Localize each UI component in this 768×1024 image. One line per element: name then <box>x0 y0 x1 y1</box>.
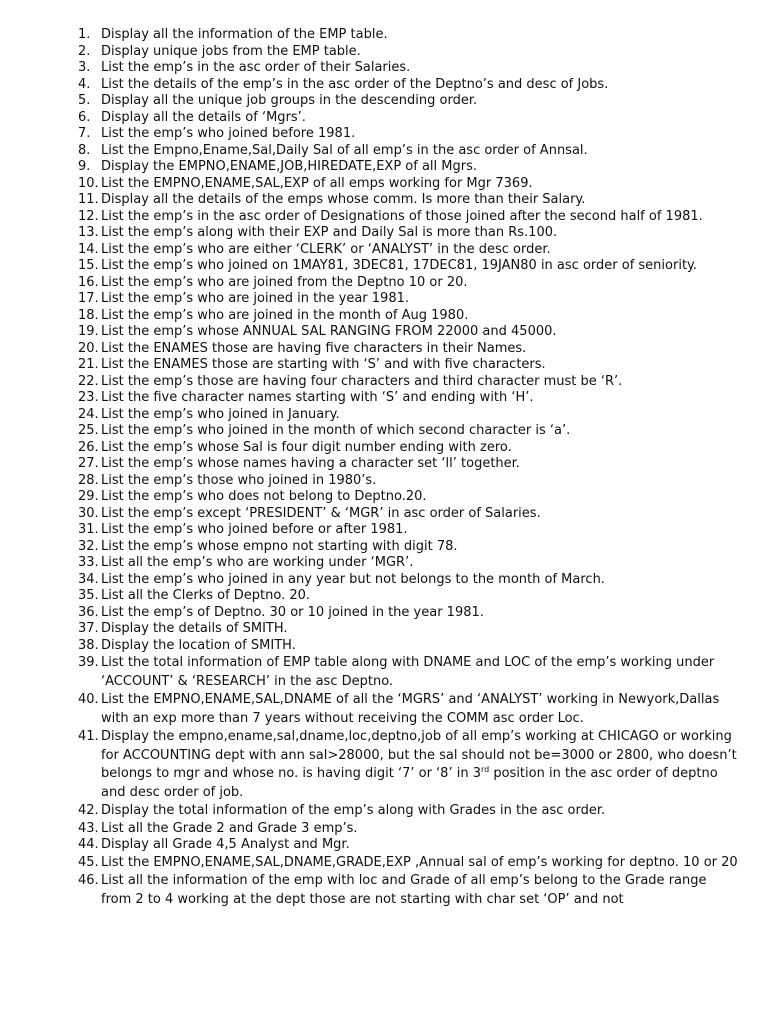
item-text: List all the information of the emp with loc and Grade of all emp’s belong to the Grade range from 2 to 4 working at the dept those are not starting with char set ‘OP’ and not <box>101 873 707 907</box>
list-item <box>78 390 738 407</box>
item-number: 36. <box>78 604 99 620</box>
item-text: Display all the unique job groups in the descending order. <box>101 93 478 108</box>
list-item <box>78 605 738 622</box>
item-text: List all the emp’s who are working under ‘MGR’. <box>101 555 414 570</box>
item-text: List the emp’s whose empno not starting with digit 78. <box>101 538 458 554</box>
item-number: 40. <box>78 692 99 707</box>
item-text: List the emp’s who does not belong to Deptno.20. <box>101 489 427 504</box>
item-text: List the emp’s those are having four characters and third character must be ‘R’. <box>101 373 623 389</box>
list-item <box>78 258 738 275</box>
item-number: 32. <box>78 538 99 554</box>
list-item <box>78 654 738 691</box>
item-text: Display the EMPNO,ENAME,JOB,HIREDATE,EXP of all Mgrs. <box>101 159 477 174</box>
item-text: List the emp’s except ‘PRESIDENT’ & ‘MGR’ in asc order of Salaries. <box>101 505 541 521</box>
item-number: 43. <box>78 820 99 836</box>
list-item <box>78 176 738 193</box>
item-text: List all the Grade 2 and Grade 3 emp’s. <box>101 820 358 836</box>
item-number: 23. <box>78 390 99 405</box>
item-text: List the emp’s who joined before 1981. <box>101 126 356 141</box>
list-item <box>78 728 738 802</box>
item-text: List all the Clerks of Deptno. 20. <box>101 588 311 603</box>
list-item <box>78 440 738 457</box>
item-text: List the emp’s whose Sal is four digit number ending with zero. <box>101 439 512 455</box>
item-text: List the emp’s who joined in January. <box>101 406 340 422</box>
item-text: Display all Grade 4,5 Analyst and Mgr. <box>101 837 350 852</box>
list-item <box>78 423 738 440</box>
item-text: List the emp’s whose names having a character set ‘ll’ together. <box>101 456 520 471</box>
item-text: Display the details of SMITH. <box>101 621 288 636</box>
item-number: 11. <box>78 192 99 207</box>
list-item <box>78 357 738 374</box>
list-item <box>78 588 738 605</box>
item-text: List the total information of EMP table along with DNAME and LOC of the emp’s working under ‘ACCOUNT’ & ‘RESEARCH’ in the asc Deptno. <box>101 655 715 689</box>
item-text: List the emp’s who are joined in the year 1981. <box>101 291 409 306</box>
item-text: List the emp’s of Deptno. 30 or 10 joined in the year 1981. <box>101 604 484 620</box>
item-text: List the emp’s who joined on 1MAY81, 3DEC81, 17DEC81, 19JAN80 in asc order of seniority. <box>101 258 698 273</box>
item-number: 13. <box>78 225 99 240</box>
item-text: Display the total information of the emp’s along with Grades in the asc order. <box>101 803 606 818</box>
item-number: 41. <box>78 729 99 744</box>
item-number: 7. <box>78 126 91 141</box>
list-item <box>78 872 738 909</box>
item-number: 28. <box>78 472 99 488</box>
item-number: 14. <box>78 241 99 257</box>
list-item <box>78 275 738 292</box>
item-text-part: position in the asc order of deptno and desc order of job. <box>101 766 718 800</box>
item-text: Display all the information of the EMP table. <box>101 27 388 42</box>
list-item <box>78 225 738 242</box>
item-number: 39. <box>78 655 99 670</box>
item-number: 8. <box>78 142 91 158</box>
item-text: List the emp’s who joined before or after 1981. <box>101 522 408 537</box>
item-number: 30. <box>78 505 99 521</box>
item-text: List the EMPNO,ENAME,SAL,EXP of all emps working for Mgr 7369. <box>101 175 533 191</box>
item-text: List the emp’s in the asc order of their Salaries. <box>101 60 411 75</box>
list-item <box>78 555 738 572</box>
item-text: List the five character names starting with ‘S’ and ending with ‘H’. <box>101 390 534 405</box>
list-item <box>78 27 738 44</box>
item-number: 17. <box>78 291 99 306</box>
item-number: 21. <box>78 357 99 372</box>
item-number: 20. <box>78 340 99 356</box>
item-number: 4. <box>78 76 91 92</box>
item-text: List the EMPNO,ENAME,SAL,DNAME of all the ‘MGRS’ and ‘ANALYST’ working in Newyork,Dallas with an exp more than 7 years without receiving the COMM asc order Loc. <box>101 692 720 726</box>
item-text: List the ENAMES those are starting with ‘S’ and with five characters. <box>101 357 546 372</box>
item-number: 34. <box>78 571 99 587</box>
item-number: 38. <box>78 637 99 653</box>
item-text: List the emp’s who joined in any year but not belongs to the month of March. <box>101 571 605 587</box>
list-item <box>78 60 738 77</box>
item-text: List the emp’s those who joined in 1980’s. <box>101 472 377 488</box>
item-number: 44. <box>78 837 99 852</box>
item-number: 10. <box>78 175 99 191</box>
list-item <box>78 126 738 143</box>
list-item <box>78 308 738 325</box>
list-item <box>78 110 738 127</box>
list-item <box>78 44 738 61</box>
item-number: 16. <box>78 274 99 290</box>
list-item <box>78 324 738 341</box>
list-item <box>78 456 738 473</box>
item-number: 42. <box>78 803 99 818</box>
item-number: 24. <box>78 406 99 422</box>
item-text <box>101 728 738 802</box>
item-text: Display the location of SMITH. <box>101 637 296 653</box>
item-text: List the emp’s along with their EXP and Daily Sal is more than Rs.100. <box>101 225 558 240</box>
list-item <box>78 209 738 226</box>
item-text: Display all the details of the emps whose comm. Is more than their Salary. <box>101 192 586 207</box>
item-number: 25. <box>78 423 99 438</box>
item-text: List the Empno,Ename,Sal,Daily Sal of all emp’s in the asc order of Annsal. <box>101 142 588 158</box>
item-text: List the emp’s who are either ‘CLERK’ or ‘ANALYST’ in the desc order. <box>101 241 551 257</box>
list-item <box>78 374 738 391</box>
list-item <box>78 291 738 308</box>
list-item <box>78 473 738 490</box>
list-item <box>78 489 738 506</box>
question-list <box>78 27 738 909</box>
list-item <box>78 539 738 556</box>
item-number: 35. <box>78 588 99 603</box>
item-number: 29. <box>78 489 99 504</box>
item-number: 5. <box>78 93 91 108</box>
list-item <box>78 407 738 424</box>
item-number: 15. <box>78 258 99 273</box>
list-item <box>78 821 738 838</box>
list-item <box>78 691 738 728</box>
item-text: Display unique jobs from the EMP table. <box>101 43 361 59</box>
item-text: List the EMPNO,ENAME,SAL,DNAME,GRADE,EXP ,Annual sal of emp’s working for deptno. 10 or 20 <box>101 854 738 870</box>
item-number: 27. <box>78 456 99 471</box>
item-number: 9. <box>78 159 91 174</box>
item-number: 18. <box>78 307 99 323</box>
item-text: List the ENAMES those are having five characters in their Names. <box>101 340 527 356</box>
list-item <box>78 143 738 160</box>
list-item <box>78 638 738 655</box>
item-number: 37. <box>78 621 99 636</box>
list-item <box>78 522 738 539</box>
list-item <box>78 854 738 873</box>
item-text: List the details of the emp’s in the asc order of the Deptno’s and desc of Jobs. <box>101 76 609 92</box>
list-item <box>78 341 738 358</box>
list-item <box>78 572 738 589</box>
list-item <box>78 192 738 209</box>
item-text: Display all the details of ‘Mgrs’. <box>101 109 306 125</box>
list-item <box>78 242 738 259</box>
list-item <box>78 802 738 821</box>
item-number: 6. <box>78 109 91 125</box>
item-number: 45. <box>78 854 99 870</box>
item-number: 46. <box>78 873 99 888</box>
list-item <box>78 93 738 110</box>
ordinal-superscript: rd <box>480 765 490 774</box>
item-number: 12. <box>78 208 99 224</box>
item-number: 3. <box>78 60 91 75</box>
item-text-part: Display the empno,ename,sal,dname,loc,deptno,job of all emp’s working at CHICAGO or working for ACCOUNTING dept with ann sal>28000, but the sal should not be=3000 or 2800, who doesn’t belongs to mgr and whose no. is having digit ‘7’ or ‘8’ in 3 <box>101 729 737 781</box>
item-text: List the emp’s who joined in the month of which second character is ‘a’. <box>101 423 571 438</box>
list-item <box>78 77 738 94</box>
item-text: List the emp’s in the asc order of Designations of those joined after the second half of 1981. <box>101 208 703 224</box>
item-number: 19. <box>78 324 99 339</box>
item-text: List the emp’s who are joined from the Deptno 10 or 20. <box>101 274 468 290</box>
item-number: 26. <box>78 439 99 455</box>
item-text: List the emp’s who are joined in the month of Aug 1980. <box>101 307 469 323</box>
item-number: 22. <box>78 373 99 389</box>
list-item <box>78 621 738 638</box>
list-item <box>78 506 738 523</box>
list-item <box>78 837 738 854</box>
item-number: 1. <box>78 27 91 42</box>
item-text: List the emp’s whose ANNUAL SAL RANGING FROM 22000 and 45000. <box>101 324 557 339</box>
item-number: 2. <box>78 43 91 59</box>
item-number: 33. <box>78 555 99 570</box>
list-item <box>78 159 738 176</box>
item-number: 31. <box>78 522 99 537</box>
